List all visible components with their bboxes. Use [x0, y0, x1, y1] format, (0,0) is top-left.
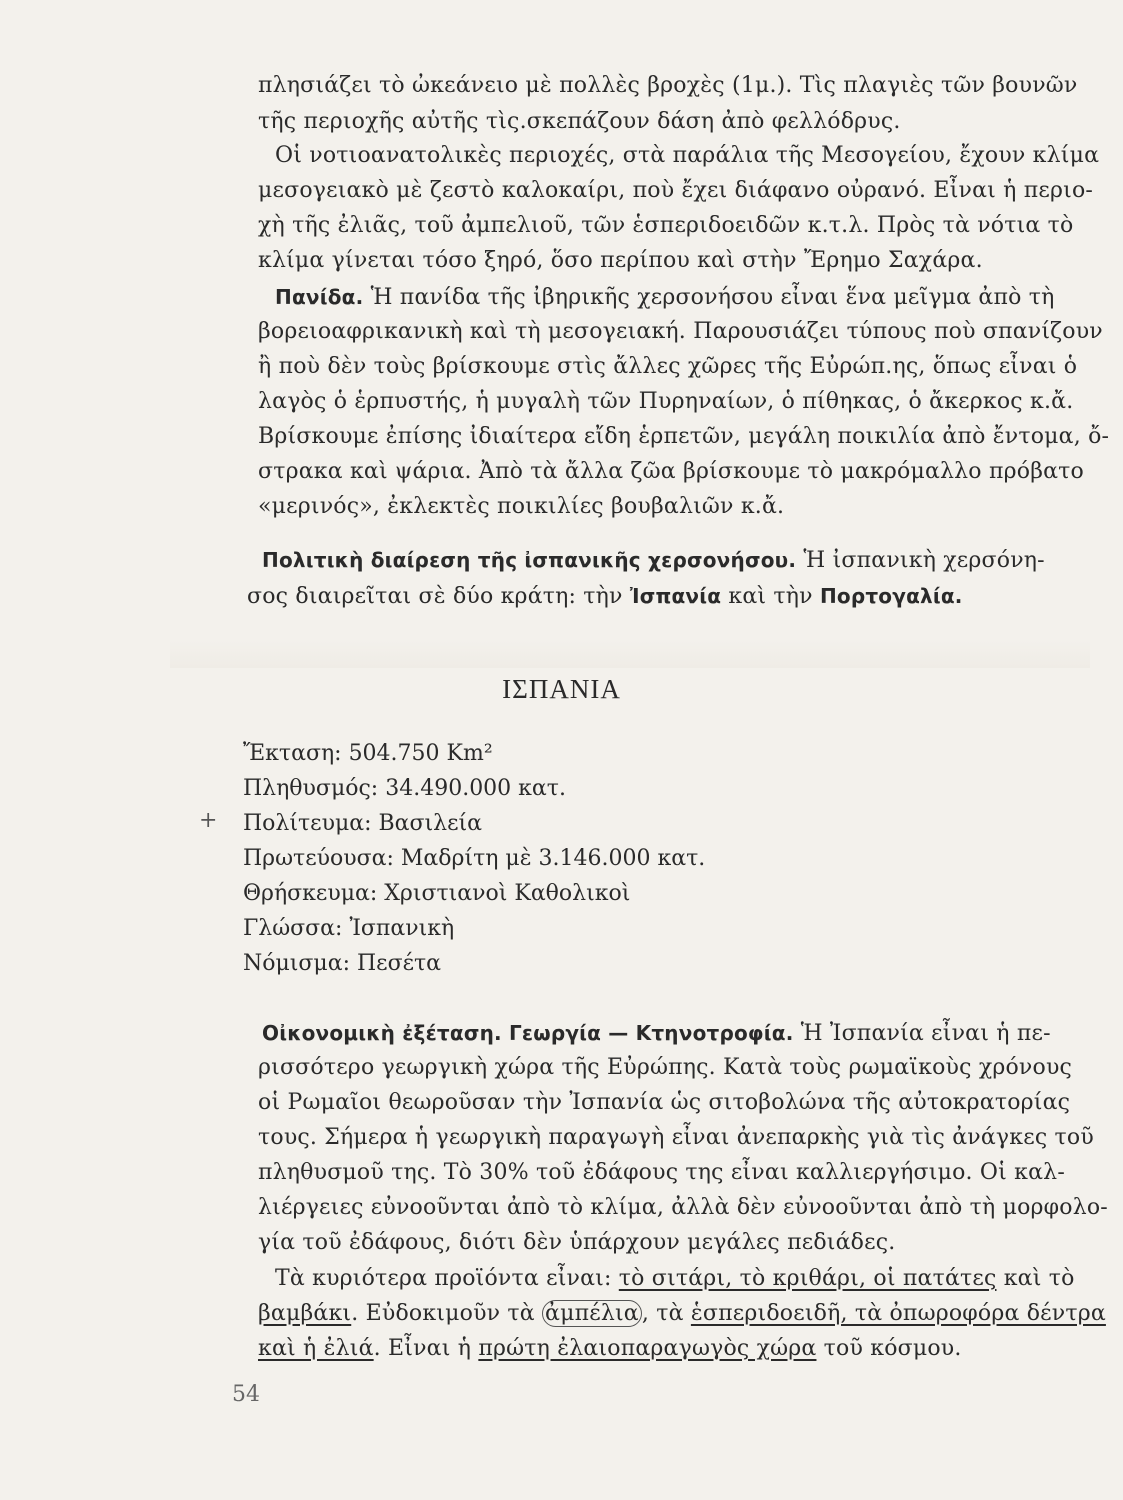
section-title: ΙΣΠΑΝΙΑ	[502, 674, 621, 704]
economy-line: τους. Σήμερα ἡ γεωργικὴ παραγωγὴ εἶναι ἀνεπαρκὴς γιὰ τὶς ἀνάγκες τοῦ	[258, 1125, 1094, 1150]
products-line	[258, 1298, 1104, 1330]
underlined-text: ἑσπεριδοειδῆ, τὰ ὀπωροφόρα δέντρα	[690, 1301, 1106, 1326]
fauna-line: λαγὸς ὁ ἑρπυστής, ἡ μυγαλὴ τῶν Πυρηναίων, ὁ πίθηκας, ὁ ἄκερκος κ.ἄ.	[258, 389, 1074, 414]
products-text: . Εἶναι ἡ	[373, 1336, 479, 1361]
fauna-line: βορειοαφρικανικὴ καὶ τὴ μεσογειακή. Παρουσιάζει τύπους ποὺ σπανίζουν	[258, 319, 1103, 344]
products-line	[275, 1263, 1121, 1295]
page-number: 54	[232, 1382, 260, 1407]
fauna-line: στρακα καὶ ψάρια. Ἀπὸ τὰ ἄλλα ζῶα βρίσκουμε τὸ μακρόμαλλο πρόβατο	[258, 459, 1084, 484]
fact-language: Γλώσσα: Ἰσπανικὴ	[243, 916, 455, 941]
fauna-heading: Πανίδα.	[275, 285, 364, 309]
economy-line: λιέργειες εὐνοοῦνται ἀπὸ τὸ κλίμα, ἀλλὰ δὲν εὐνοοῦνται ἀπὸ τὴ μορφολο-	[258, 1195, 1108, 1220]
fact-currency: Νόμισμα: Πεσέτα	[243, 951, 442, 976]
economy-line: ρισσότερο γεωργικὴ χώρα τῆς Εὐρώπης. Κατὰ τοὺς ρωμαϊκοὺς χρόνους	[258, 1055, 1073, 1080]
fauna-line: ἢ ποὺ δὲν τοὺς βρίσκουμε στὶς ἄλλες χῶρες τῆς Εὐρώπ.ης, ὅπως εἶναι ὁ	[258, 354, 1078, 379]
spain-label: Ἰσπανία	[629, 584, 722, 608]
economy-line	[262, 1017, 1108, 1050]
fact-capital: Πρωτεύουσα: Μαδρίτη μὲ 3.146.000 κατ.	[243, 846, 706, 871]
political-heading: Πολιτικὴ διαίρεση τῆς ἰσπανικῆς χερσονήσου.	[262, 548, 797, 572]
fauna-text: Ἡ πανίδα τῆς ἰβηρικῆς χερσονήσου εἶναι ἕνα μεῖγμα ἀπὸ τὴ	[363, 285, 1055, 310]
circled-text: ἀμπέλια	[542, 1300, 642, 1327]
paragraph-line: κλίμα γίνεται τόσο ξηρό, ὅσο περίπου καὶ στὴν Ἔρημο Σαχάρα.	[258, 248, 983, 273]
economy-line: πληθυσμοῦ της. Τὸ 30% τοῦ ἐδάφους της εἶναι καλλιεργήσιμο. Οἱ καλ-	[258, 1160, 1065, 1185]
paragraph-line: τῆς περιοχῆς αὐτῆς τὶς.σκεπάζουν δάση ἀπὸ φελλόδρυς.	[258, 109, 901, 134]
political-text: καὶ τὴν	[721, 584, 820, 609]
political-line	[262, 544, 1108, 577]
products-text: , τὰ	[641, 1301, 691, 1326]
fauna-line: Βρίσκουμε ἐπίσης ἰδιαίτερα εἴδη ἑρπετῶν, μεγάλη ποικιλία ἀπὸ ἔντομα, ὄ-	[258, 424, 1110, 449]
political-text: σος διαιρεῖται σὲ δύο κράτη: τὴν	[247, 584, 630, 609]
economy-heading: Οἰκονομικὴ ἐξέταση. Γεωργία — Κτηνοτροφία.	[262, 1021, 794, 1045]
economy-line: οἱ Ρωμαῖοι θεωροῦσαν τὴν Ἰσπανία ὡς σιτοβολώνα τῆς αὐτοκρατορίας	[258, 1090, 1071, 1115]
political-text: Ἡ ἰσπανικὴ χερσόνη-	[796, 548, 1045, 573]
underlined-text: τὸ σιτάρι, τὸ κριθάρι, οἱ πατάτες	[618, 1266, 997, 1291]
fact-religion: Θρήσκευμα: Χριστιανοὶ Καθολικοὶ	[243, 881, 631, 906]
products-text: τοῦ κόσμου.	[816, 1336, 962, 1361]
scan-shading	[170, 640, 1090, 668]
political-line	[247, 580, 1093, 613]
products-text: . Εὐδοκιμοῦν τὰ	[351, 1301, 543, 1326]
fact-area: Ἔκταση: 504.750 Km²	[243, 741, 493, 766]
paragraph-line: χὴ τῆς ἐλιᾶς, τοῦ ἀμπελιοῦ, τῶν ἑσπεριδοειδῶν κ.τ.λ. Πρὸς τὰ νότια τὸ	[258, 213, 1074, 238]
paragraph-line: Οἱ νοτιοανατολικὲς περιοχές, στὰ παράλια τῆς Μεσογείου, ἔχουν κλίμα	[275, 143, 1100, 168]
fact-government: Πολίτευμα: Βασιλεία	[243, 811, 482, 836]
margin-mark: +	[199, 808, 218, 833]
paragraph-line: πλησιάζει τὸ ὠκεάνειο μὲ πολλὲς βροχὲς (1μ.). Τὶς πλαγιὲς τῶν βουνῶν	[258, 73, 1078, 98]
portugal-label: Πορτογαλία.	[819, 584, 963, 608]
economy-text: Ἡ Ἰσπανία εἶναι ἡ πε-	[793, 1021, 1051, 1046]
products-text: καὶ τὸ	[996, 1266, 1075, 1291]
fact-population: Πληθυσμός: 34.490.000 κατ.	[243, 776, 566, 801]
fauna-line	[275, 281, 1121, 314]
economy-line: γία τοῦ ἐδάφους, διότι δὲν ὑπάρχουν μεγάλες πεδιάδες.	[258, 1230, 896, 1255]
underlined-text: πρώτη ἐλαιοπαραγωγὸς χώρα	[478, 1336, 817, 1361]
products-line	[258, 1333, 1104, 1365]
products-text: Τὰ κυριότερα προϊόντα εἶναι:	[275, 1266, 619, 1291]
underlined-text: βαμβάκι	[258, 1301, 352, 1326]
underlined-text: καὶ ἡ ἐλιά	[258, 1336, 374, 1361]
paragraph-line: μεσογειακὸ μὲ ζεστὸ καλοκαίρι, ποὺ ἔχει διάφανο οὐρανό. Εἶναι ἡ περιο-	[258, 178, 1094, 203]
fauna-line: «μερινός», ἐκλεκτὲς ποικιλίες βουβαλιῶν κ.ἄ.	[258, 494, 785, 519]
